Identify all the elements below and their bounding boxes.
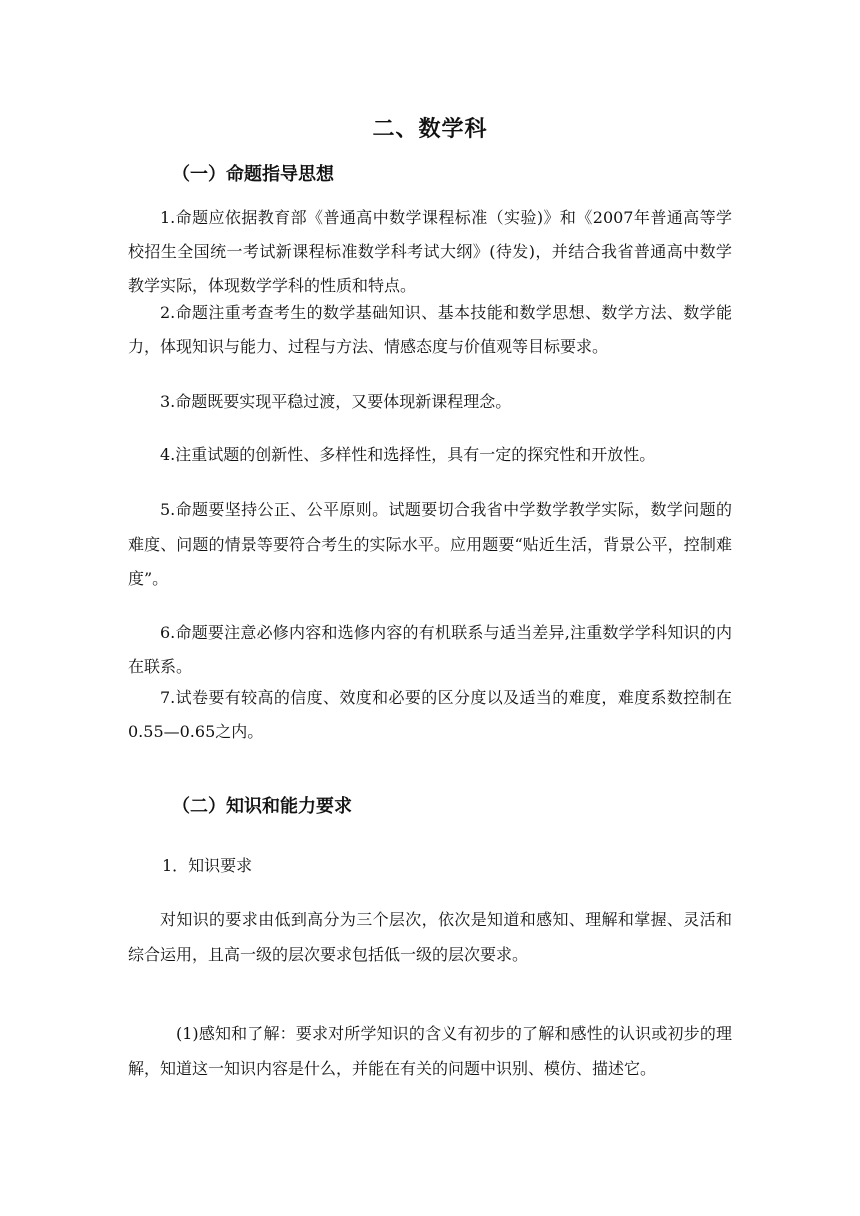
page-title: 二、数学科	[372, 116, 488, 142]
subheading-knowledge-requirements: 1．知识要求	[162, 856, 253, 875]
paragraph-item-1: 1.命题应依据教育部《普通高中数学课程标准（实验)》和《2007年普通高等学校招生全国统一考试新课程标准数学科考试大纲》(待发)，并结合我省普通高中数学教学实际，体现数学学科的性质和特点。	[128, 208, 732, 295]
paragraph-knowledge-intro: 对知识的要求由低到高分为三个层次，依次是知道和感知、理解和掌握、灵活和综合运用，且高一级的层次要求包括低一级的层次要求。	[128, 910, 732, 964]
section-heading-guiding-principles: （一）命题指导思想	[172, 164, 334, 185]
paragraph-item-7: 7.试卷要有较高的信度、效度和必要的区分度以及适当的难度，难度系数控制在0.55—0.65之内。	[128, 688, 732, 741]
paragraph-item-2: 2.命题注重考查考生的数学基础知识、基本技能和数学思想、数学方法、数学能力，体现知识与能力、过程与方法、情感态度与价值观等目标要求。	[128, 303, 732, 356]
section-heading-knowledge-ability: （二）知识和能力要求	[172, 796, 352, 817]
paragraph-item-6: 6.命题要注意必修内容和选修内容的有机联系与适当差异,注重数学学科知识的内在联系。	[128, 623, 732, 676]
paragraph-perception-understanding: (1)感知和了解：要求对所学知识的含义有初步的了解和感性的认识或初步的理解，知道这一知识内容是什么，并能在有关的问题中识别、模仿、描述它。	[128, 1024, 732, 1078]
paragraph-item-5: 5.命题要坚持公正、公平原则。试题要切合我省中学数学教学实际，数学问题的难度、问题的情景等要符合考生的实际水平。应用题要“贴近生活，背景公平，控制难度”。	[128, 500, 732, 588]
paragraph-item-4: 4.注重试题的创新性、多样性和选择性，具有一定的探究性和开放性。	[160, 445, 656, 464]
paragraph-item-3: 3.命题既要实现平稳过渡，又要体现新课程理念。	[160, 392, 512, 411]
